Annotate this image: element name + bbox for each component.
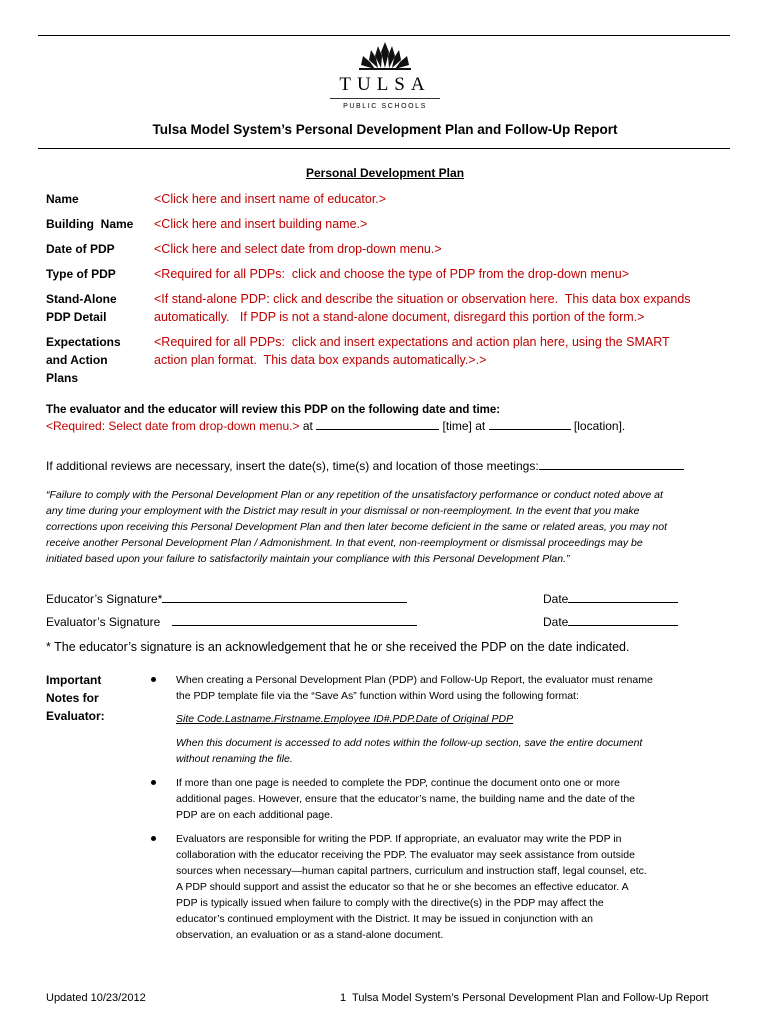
- expectations-line-1[interactable]: <Required for all PDPs: click and insert expectations and action plan here, using the SMART: [154, 335, 670, 349]
- note-2-line-3: PDP are on each additional page.: [176, 809, 333, 821]
- standalone-detail-line-2[interactable]: automatically. If PDP is not a stand-alone document, disregard this portion of the form.>: [154, 310, 645, 324]
- field-label-building: Building Name: [46, 217, 134, 231]
- logo-name: TULSA: [339, 74, 431, 95]
- field-label-standalone-2: PDP Detail: [46, 310, 107, 324]
- logo-rule: [330, 98, 440, 99]
- note-1-italic-1: When this document is accessed to add notes within the follow-up section, save the entire document: [176, 737, 643, 749]
- note-3-line-2: collaboration with the educator receiving the PDP. The evaluator may seek assistance from outside: [176, 849, 635, 861]
- note-3-line-7: observation, an evaluation or as a stand-alone document.: [176, 929, 444, 941]
- field-label-name: Name: [46, 192, 79, 206]
- note-3-line-5: PDP is typically issued when failure to comply with the directive(s) in the PDP may affect the: [176, 897, 604, 909]
- note-3-line-4: A PDP should support and assist the educator so that he or she becomes an effective educator. A: [176, 881, 629, 893]
- signature-note: * The educator’s signature is an acknowledgement that he or she received the PDP on the date indicated.: [46, 640, 630, 654]
- evaluator-signature-row: [46, 613, 417, 631]
- field-label-standalone-1: Stand-Alone: [46, 292, 117, 306]
- review-time-blank[interactable]: [316, 417, 439, 430]
- field-label-expectations-3: Plans: [46, 371, 79, 385]
- bullet-icon: [151, 677, 156, 682]
- field-label-date: Date of PDP: [46, 242, 115, 256]
- educator-name-field[interactable]: <Click here and insert name of educator.>: [154, 192, 387, 206]
- evaluator-signature-label: Evaluator’s Signature: [46, 615, 161, 629]
- date-row-2: [543, 613, 678, 631]
- pdp-type-field[interactable]: <Required for all PDPs: click and choose the type of PDP from the drop-down menu>: [154, 267, 630, 281]
- additional-reviews-blank[interactable]: [539, 457, 684, 470]
- footer-updated: Updated 10/23/2012: [46, 992, 146, 1004]
- filename-format: Site Code.Lastname.Firstname.Employee ID#.PDP.Date of Original PDP: [176, 713, 514, 725]
- footer-page-number: 1: [340, 992, 347, 1004]
- date-line-2[interactable]: [568, 613, 678, 626]
- note-1-italic-2: without renaming the file.: [176, 753, 293, 765]
- warning-line-4: receive another Personal Development Plan / Admonishment. In that event, non-reemployment or dismissal proceedings may be: [46, 537, 643, 549]
- building-name-field[interactable]: <Click here and insert building name.>: [154, 217, 368, 231]
- warning-line-5: initiated based upon your failure to satisfactorily maintain your compliance with this Personal Development Plan.”: [46, 553, 570, 565]
- section-title: Personal Development Plan: [305, 166, 465, 180]
- footer-right: [340, 992, 709, 1004]
- pdp-date-field[interactable]: <Click here and select date from drop-down menu.>: [154, 242, 442, 256]
- review-heading: The evaluator and the educator will review this PDP on the following date and time:: [46, 404, 501, 416]
- page-title: Tulsa Model System’s Personal Development Plan and Follow-Up Report: [152, 122, 618, 137]
- note-1-line-2: the PDP template file via the “Save As” function within Word using the following format:: [176, 690, 579, 702]
- educator-signature-label: Educator’s Signature*: [46, 592, 163, 606]
- notes-label-1: Important: [46, 673, 102, 687]
- additional-reviews-text: If additional reviews are necessary, insert the date(s), time(s) and location of those meetings:: [46, 459, 539, 473]
- review-at: at: [302, 419, 313, 433]
- title-rule: [38, 148, 730, 149]
- date-line-1[interactable]: [568, 590, 678, 603]
- warning-line-3: corrections upon receiving this Personal Development Plan and then later become deficient in the same or related areas, you may not: [46, 521, 668, 533]
- footer-title: Tulsa Model System’s Personal Development Plan and Follow-Up Report: [352, 992, 709, 1004]
- note-3-line-6: educator’s continued employment with the District. It may be issued in conjunction with an: [176, 913, 593, 925]
- note-1-line-1: When creating a Personal Development Plan (PDP) and Follow-Up Report, the evaluator must rename: [176, 674, 653, 686]
- warning-line-2: any time during your employment with the District may result in your dismissal or non-reemployment. In the event that you make: [46, 505, 640, 517]
- date-label-1: Date: [543, 592, 569, 606]
- tulsa-logo-icon: [345, 38, 425, 72]
- expectations-line-2[interactable]: action plan format. This data box expands automatically.>.>: [154, 353, 487, 367]
- review-location-label: [location].: [573, 419, 626, 433]
- field-label-expectations-1: Expectations: [46, 335, 121, 349]
- date-row-1: [543, 590, 678, 608]
- review-time-label: [time] at: [442, 419, 486, 433]
- bullet-icon: [151, 836, 156, 841]
- evaluator-signature-line[interactable]: [172, 613, 417, 626]
- notes-label-3: Evaluator:: [46, 709, 105, 723]
- logo-subtitle: PUBLIC SCHOOLS: [343, 103, 427, 110]
- review-date-field[interactable]: <Required: Select date from drop-down menu.>: [46, 419, 300, 433]
- notes-label-2: Notes for: [46, 691, 99, 705]
- bullet-icon: [151, 780, 156, 785]
- field-label-expectations-2: and Action: [46, 353, 108, 367]
- note-2-line-2: additional pages. However, ensure that the educator’s name, the building name and the date of the: [176, 793, 636, 805]
- warning-line-1: “Failure to comply with the Personal Development Plan or any repetition of the unsatisfactory performance or conduct noted above at: [46, 489, 663, 501]
- note-3-line-3: sources when necessary—human capital partners, curriculum and instruction staff, legal counsel, etc.: [176, 865, 647, 877]
- date-label-2: Date: [543, 615, 569, 629]
- review-line: [46, 417, 625, 435]
- standalone-detail-line-1[interactable]: <If stand-alone PDP: click and describe the situation or observation here. This data box expands: [154, 292, 691, 306]
- field-label-type: Type of PDP: [46, 267, 116, 281]
- top-rule: [38, 35, 730, 36]
- note-3-line-1: Evaluators are responsible for writing the PDP. If appropriate, an evaluator may write the PDP in: [176, 833, 622, 845]
- additional-reviews-line: [46, 457, 684, 475]
- educator-signature-line[interactable]: [162, 590, 407, 603]
- note-2-line-1: If more than one page is needed to complete the PDP, continue the document onto one or more: [176, 777, 621, 789]
- educator-signature-row: [46, 590, 407, 608]
- review-location-blank[interactable]: [489, 417, 571, 430]
